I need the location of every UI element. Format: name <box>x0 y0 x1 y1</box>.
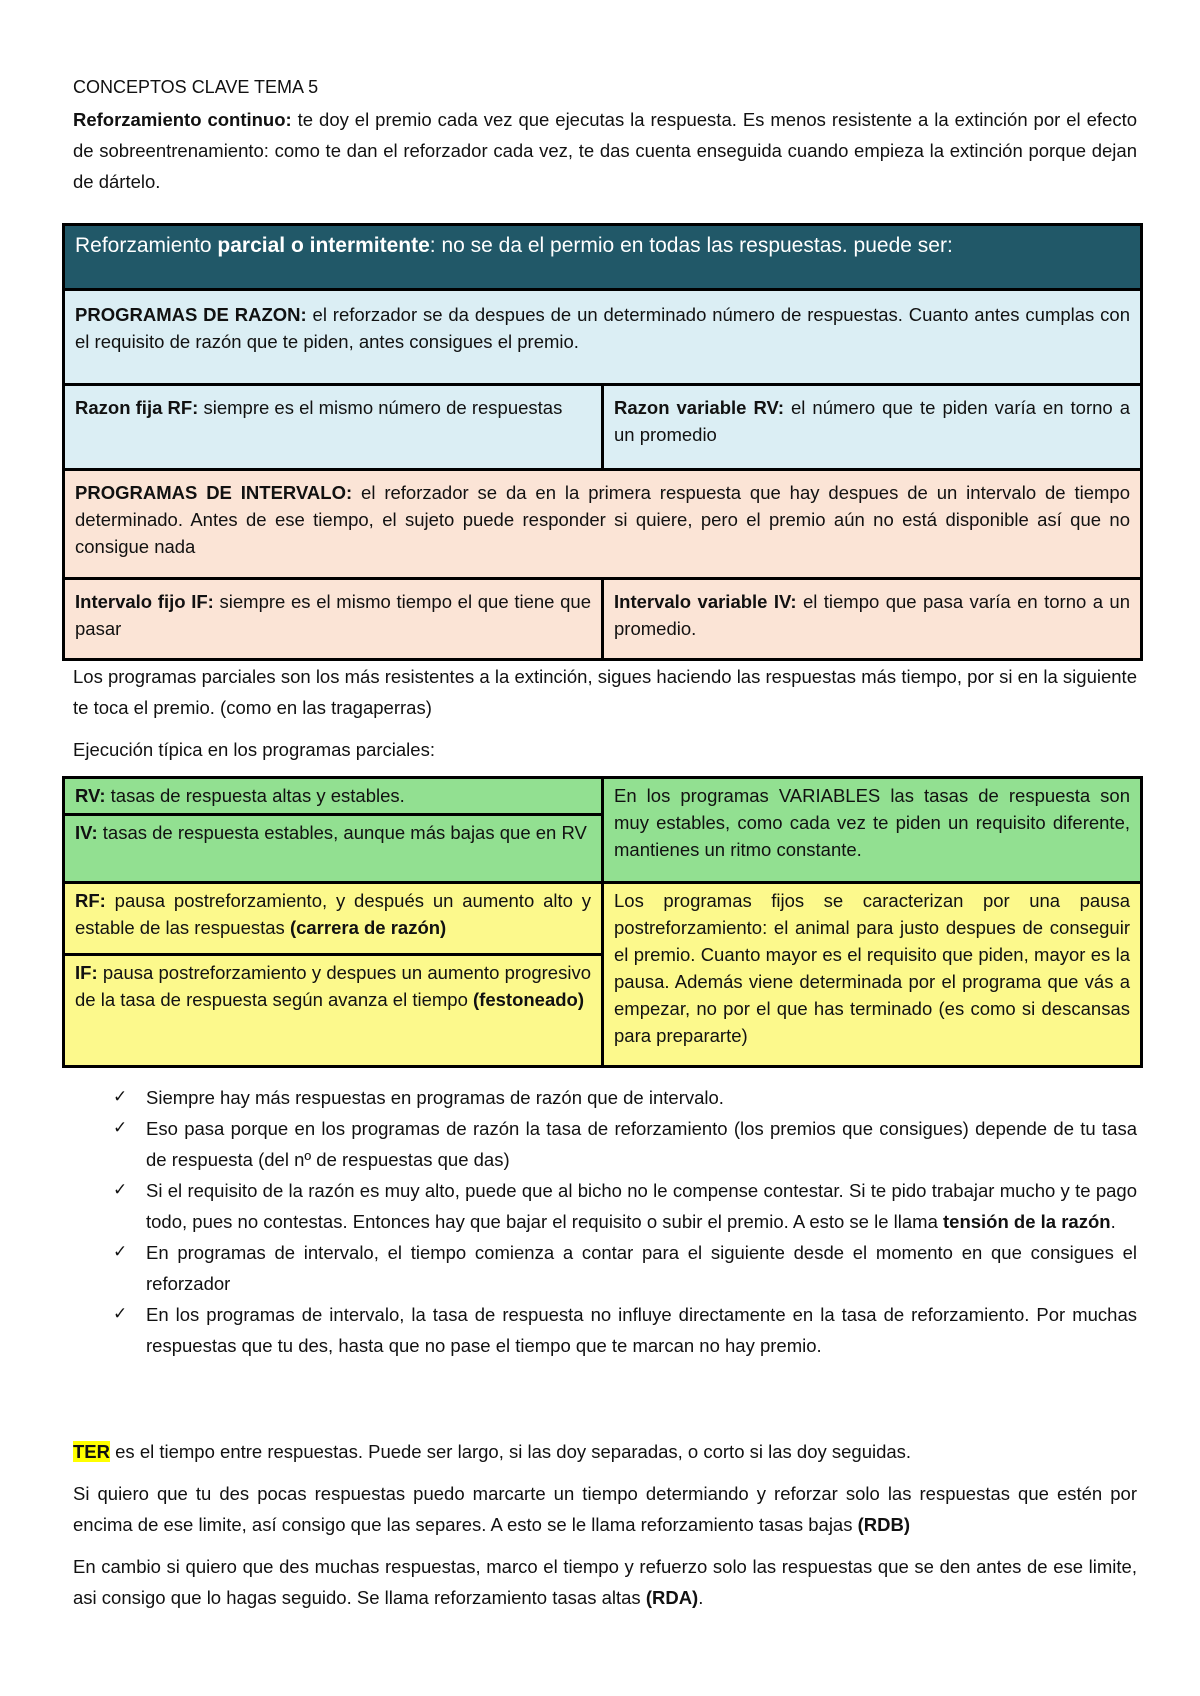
paragraph-refuerzo-continuo <box>73 104 1137 197</box>
cell-fijos: Los programas fijos se caracterizan por una pausa postreforzamiento: el animal para justo despues de conseguir el premio. Cuanto mayor es el requisito que piden, mayor es la pausa. Además viene determinada por el programa que vás a empezar, no por el que has terminado (es como si descansas para prepararte) <box>603 883 1142 1067</box>
cell-programas-razon: PROGRAMAS DE RAZON: el reforzador se da despues de un determinado número de respuestas. Cuanto antes cumplas con el requisito de razón que te piden, antes consigues el premio. <box>64 290 1142 385</box>
cell-variables: En los programas VARIABLES las tasas de respuesta son muy estables, como cada vez te piden un requisito diferente, mantienes un ritmo constante. <box>603 778 1142 883</box>
cell-programas-intervalo: PROGRAMAS DE INTERVALO: el reforzador se da en la primera respuesta que hay despues de un intervalo de tiempo determinado. Antes de ese tiempo, el sujeto puede responder si quiere, pero el premio aún no está disponible así que no consigue nada <box>64 470 1142 579</box>
paragraph-resistencia: Los programas parciales son los más resistentes a la extinción, sigues haciendo las respuestas más tiempo, por si en la siguiente te toca el premio. (como en las tragaperras) <box>73 666 1137 718</box>
term-parcial: parcial o intermitente <box>217 234 430 257</box>
table-header-refuerzo-parcial: Reforzamiento parcial o intermitente: no se da el permio en todas las respuestas. puede ser: <box>64 225 1142 290</box>
term-ter-highlight: TER <box>73 1441 110 1462</box>
term-refuerzo-continuo: Reforzamiento continuo: <box>73 109 292 130</box>
table-ejecucion <box>62 776 1143 1068</box>
cell-intervalo-variable: Intervalo variable IV: el tiempo que pasa varía en torno a un promedio. <box>603 579 1142 660</box>
paragraph-rda: En cambio si quiero que des muchas respuestas, marco el tiempo y refuerzo solo las respuestas que se den antes de ese limite, asi consigo que lo hagas seguido. Se llama reforzamiento tasas altas (RDA). <box>73 1556 1137 1608</box>
page-title: CONCEPTOS CLAVE TEMA 5 <box>73 77 319 97</box>
cell-intervalo-fijo: Intervalo fijo IF: siempre es el mismo tiempo el que tiene que pasar <box>64 579 603 660</box>
checkmark-icon: ✓ <box>113 1087 128 1107</box>
checkmark-icon: ✓ <box>113 1304 128 1324</box>
cell-rf: RF: pausa postreforzamiento, y después un aumento alto y estable de las respuestas (carrera de razón) <box>64 883 603 955</box>
checklist <box>113 1082 1137 1361</box>
checkmark-icon: ✓ <box>113 1118 128 1138</box>
list-item: ✓ En programas de intervalo, el tiempo comienza a contar para el siguiente desde el momento en que consigues el reforzador <box>113 1237 1137 1299</box>
cell-if: IF: pausa postreforzamiento y despues un aumento progresivo de la tasa de respuesta según avanza el tiempo (festoneado) <box>64 955 603 1067</box>
list-item: ✓ Eso pasa porque en los programas de razón la tasa de reforzamiento (los premios que consigues) depende de tu tasa de respuesta (del nº de respuestas que das) <box>113 1113 1137 1175</box>
cell-rv: RV: tasas de respuesta altas y estables. <box>64 778 603 815</box>
cell-razon-fija: Razon fija RF: siempre es el mismo número de respuestas <box>64 385 603 470</box>
paragraph-rdb: Si quiero que tu des pocas respuestas puedo marcarte un tiempo determiando y reforzar solo las respuestas que estén por encima de ese limite, así consigo que las separes. A esto se le llama reforzamiento tasas bajas (RDB) <box>73 1483 1137 1535</box>
cell-razon-variable: Razon variable RV: el número que te piden varía en torno a un promedio <box>603 385 1142 470</box>
list-item: ✓ En los programas de intervalo, la tasa de respuesta no influye directamente en la tasa de reforzamiento. Por muchas respuestas que tu des, hasta que no pase el tiempo que te marcan no hay premio. <box>113 1299 1137 1361</box>
list-item: ✓ Si el requisito de la razón es muy alto, puede que al bicho no le compense contestar. Si te pido trabajar mucho y te pago todo, pues no contestas. Entonces hay que bajar el requisito o subir el premio. A esto se le llama tensión de la razón. <box>113 1175 1137 1237</box>
checkmark-icon: ✓ <box>113 1180 128 1200</box>
checkmark-icon: ✓ <box>113 1242 128 1262</box>
list-item: ✓ Siempre hay más respuestas en programas de razón que de intervalo. <box>113 1082 1137 1113</box>
table-refuerzo-parcial <box>62 223 1143 661</box>
text-refuerzo-continuo: te doy el premio cada vez que ejecutas la respuesta. Es menos resistente a la extinción por el efecto de sobreentrenamiento: como te dan el reforzador cada vez, te das cuenta enseguida cuando empieza la extinción porque dejan de dártelo. <box>73 109 1137 192</box>
paragraph-ter: TER es el tiempo entre respuestas. Puede ser largo, si las doy separadas, o corto si las doy seguidas. <box>73 1441 912 1462</box>
cell-iv: IV: tasas de respuesta estables, aunque más bajas que en RV <box>64 815 603 883</box>
paragraph-ejecucion: Ejecución típica en los programas parciales: <box>73 739 435 760</box>
